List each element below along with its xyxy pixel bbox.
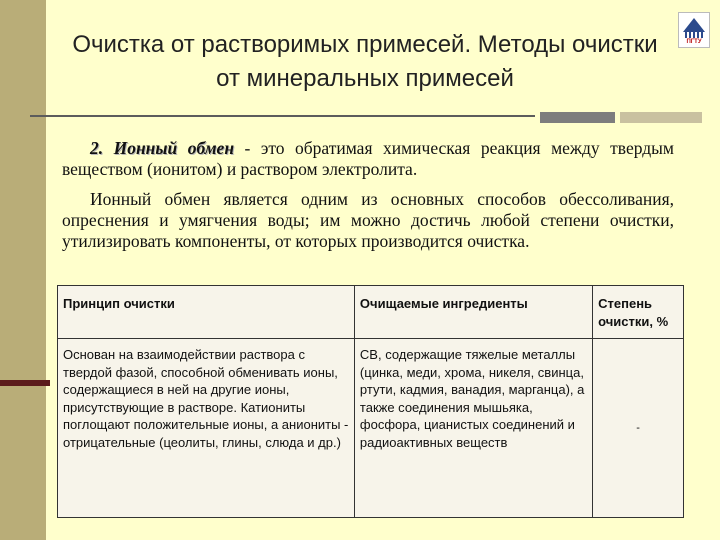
term-ion-exchange: 2. Ионный обмен bbox=[90, 138, 235, 158]
table-row bbox=[58, 339, 684, 518]
cell-principle: Основан на взаимодействии раствора с твердой фазой, способной обменивать ионы, содержащиеся в ней на другие ионы, присутствующие в растворе. Катиониты поглощают положительные ионы, а аниониты - отрицательные (цеолиты, глины, слюда и др.) bbox=[58, 339, 355, 518]
logo-text: ПГТУ bbox=[686, 39, 702, 45]
description-paragraph: Ионный обмен является одним из основных способов обессоливания, опреснения и умягчения воды; им можно достичь любой степени очистки, утилизировать компоненты, от которых производится очистка. bbox=[62, 189, 674, 251]
left-accent-bar bbox=[0, 380, 50, 386]
divider-block-light bbox=[620, 112, 702, 123]
header-principle: Принцип очистки bbox=[58, 286, 355, 339]
purification-table bbox=[57, 285, 684, 518]
definition-text: - это обратимая химическая реакция между твердым веществом (ионитом) и раствором электролита. bbox=[62, 138, 674, 179]
header-ingredients: Очищаемые ингредиенты bbox=[354, 286, 592, 339]
definition-paragraph bbox=[62, 138, 674, 180]
university-logo bbox=[678, 12, 710, 48]
cell-degree bbox=[593, 339, 684, 518]
slide-title: Очистка от растворимых примесей. Методы очистки от минеральных примесей bbox=[72, 31, 658, 92]
left-decorative-band bbox=[0, 0, 46, 540]
cell-ingredients: СВ, содержащие тяжелые металлы (цинка, меди, хрома, никеля, свинца, ртути, кадмия, ванадия, марганца), а также соединения мышьяка, фосфора, цианистых соединений и радиоактивных веществ bbox=[354, 339, 592, 518]
title-divider bbox=[30, 115, 535, 117]
header-degree: Степень очистки, % bbox=[593, 286, 684, 339]
degree-value: - bbox=[636, 422, 640, 435]
divider-block-dark bbox=[540, 112, 615, 123]
body-text bbox=[62, 138, 674, 261]
table-header-row bbox=[58, 286, 684, 339]
